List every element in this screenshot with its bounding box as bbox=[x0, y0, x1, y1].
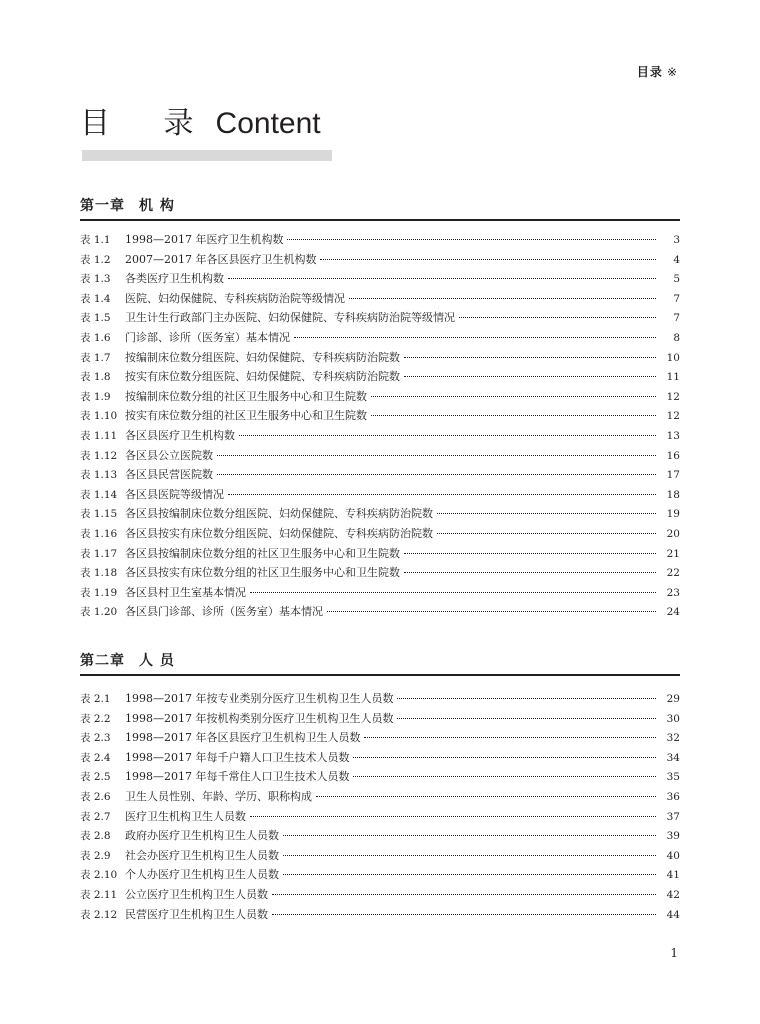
toc-entry-page: 7 bbox=[673, 292, 680, 305]
toc-entry-page: 7 bbox=[673, 312, 680, 325]
toc-leader-dots bbox=[371, 414, 656, 416]
toc-entry-page: 30 bbox=[666, 712, 680, 725]
chapter-rule bbox=[80, 674, 680, 676]
toc-entry-number: 表 1.1 bbox=[80, 234, 111, 246]
chapter-section-institutions bbox=[80, 195, 680, 622]
toc-leader-dots bbox=[404, 375, 656, 377]
toc-entry[interactable] bbox=[80, 807, 680, 827]
toc-entry-number: 表 1.2 bbox=[80, 253, 111, 266]
toc-entry-number: 表 1.14 bbox=[80, 488, 118, 501]
toc-leader-dots bbox=[283, 854, 656, 856]
toc-entry-page: 22 bbox=[666, 567, 680, 580]
toc-entry[interactable] bbox=[80, 367, 680, 387]
toc-entry-number: 表 1.13 bbox=[80, 469, 118, 482]
toc-entry-page: 19 bbox=[666, 508, 680, 521]
toc-entry-page: 3 bbox=[673, 234, 680, 246]
toc-entry-page: 10 bbox=[666, 351, 680, 364]
toc-entry-page: 40 bbox=[666, 849, 680, 862]
toc-entry-title: 1998—2017 年每千户籍人口卫生技术人员数 bbox=[125, 750, 350, 764]
chapter-section-personnel bbox=[80, 650, 680, 924]
toc-entry-number: 表 2.6 bbox=[80, 790, 111, 803]
toc-entry[interactable] bbox=[80, 250, 680, 270]
toc-entry-title: 1998—2017 年按专业类别分医疗卫生机构卫生人员数 bbox=[125, 692, 394, 705]
toc-leader-dots bbox=[239, 434, 656, 436]
toc-entry-title: 卫生计生行政部门主办医院、妇幼保健院、专科疾病防治院等级情况 bbox=[125, 311, 455, 325]
toc-entry-page: 35 bbox=[666, 771, 680, 784]
toc-entry-page: 16 bbox=[666, 449, 680, 462]
toc-entry-number: 表 1.19 bbox=[80, 586, 118, 599]
toc-entry-page: 8 bbox=[673, 331, 680, 344]
toc-entry-number: 表 1.8 bbox=[80, 371, 111, 384]
toc-entry-page: 34 bbox=[666, 751, 680, 764]
toc-entry-number: 表 2.8 bbox=[80, 830, 111, 843]
toc-entry-title: 按编制床位数分组医院、妇幼保健院、专科疾病防治院数 bbox=[125, 350, 400, 364]
toc-leader-dots bbox=[397, 697, 656, 699]
toc-leader-dots bbox=[217, 454, 656, 456]
toc-entry-number: 表 1.11 bbox=[80, 429, 118, 442]
toc-entry-title: 各区县村卫生室基本情况 bbox=[125, 585, 246, 599]
toc-entry-page: 17 bbox=[666, 469, 680, 482]
toc-leader-dots bbox=[364, 736, 656, 738]
toc-leader-dots bbox=[272, 893, 656, 895]
toc-entry-number: 表 2.10 bbox=[80, 869, 118, 882]
toc-entry-page: 23 bbox=[666, 586, 680, 599]
toc-leader-dots bbox=[437, 532, 656, 534]
toc-entry-title: 政府办医疗卫生机构卫生人员数 bbox=[125, 829, 279, 843]
toc-leader-dots bbox=[283, 873, 656, 875]
page-title bbox=[80, 104, 321, 144]
toc-entry[interactable] bbox=[80, 426, 680, 446]
toc-entry[interactable] bbox=[80, 767, 680, 787]
toc-entry[interactable] bbox=[80, 504, 680, 524]
toc-entry[interactable] bbox=[80, 563, 680, 583]
toc-leader-dots bbox=[316, 795, 656, 797]
chapter-heading bbox=[80, 195, 680, 217]
reference-mark-icon: ※ bbox=[666, 65, 678, 79]
toc-entry-title: 1998—2017 年按机构类别分医疗卫生机构卫生人员数 bbox=[125, 711, 394, 725]
toc-entry[interactable] bbox=[80, 728, 680, 748]
running-head bbox=[637, 63, 678, 80]
toc-entry-number: 表 1.15 bbox=[80, 508, 118, 521]
toc-entry-title: 医院、妇幼保健院、专科疾病防治院等级情况 bbox=[125, 291, 345, 305]
toc-entry-page: 12 bbox=[666, 410, 680, 423]
toc-entry[interactable] bbox=[80, 544, 680, 564]
page-title-en: Content bbox=[215, 107, 321, 140]
toc-entry-page: 44 bbox=[666, 908, 680, 921]
toc-leader-dots bbox=[250, 591, 656, 593]
toc-entry[interactable] bbox=[80, 465, 680, 485]
toc-entry[interactable] bbox=[80, 485, 680, 505]
toc-entry-number: 表 2.12 bbox=[80, 908, 118, 921]
chapter-name: 人 员 bbox=[139, 653, 175, 669]
toc-entry-number: 表 2.5 bbox=[80, 771, 111, 784]
toc-entry-number: 表 1.17 bbox=[80, 547, 118, 560]
toc-entry-title: 2007—2017 年各区县医疗卫生机构数 bbox=[125, 252, 317, 266]
toc-entry[interactable] bbox=[80, 826, 680, 846]
toc-entry-number: 表 2.7 bbox=[80, 810, 111, 823]
toc-entry-number: 表 1.18 bbox=[80, 567, 118, 580]
toc-entry-page: 11 bbox=[666, 371, 680, 384]
toc-entry-title: 各区县公立医院数 bbox=[125, 448, 213, 462]
toc-entry-number: 表 1.4 bbox=[80, 292, 111, 305]
toc-entry[interactable] bbox=[80, 328, 680, 348]
toc-entry[interactable] bbox=[80, 689, 680, 709]
toc-entry-number: 表 1.7 bbox=[80, 351, 111, 364]
toc-entry[interactable] bbox=[80, 885, 680, 905]
page-title-zh: 目 录 bbox=[80, 106, 216, 141]
toc-entry-number: 表 2.2 bbox=[80, 712, 111, 725]
toc-entry-number: 表 1.12 bbox=[80, 449, 118, 462]
toc-entry-number: 表 2.11 bbox=[80, 888, 118, 901]
toc-entry-page: 32 bbox=[666, 732, 680, 745]
toc-entry-number: 表 2.4 bbox=[80, 751, 111, 764]
toc-entry-title: 公立医疗卫生机构卫生人员数 bbox=[125, 887, 268, 901]
toc-entry-page: 41 bbox=[666, 869, 680, 882]
toc-entry-title: 门诊部、诊所（医务室）基本情况 bbox=[125, 330, 290, 344]
toc-list bbox=[80, 689, 680, 924]
toc-entry-number: 表 1.3 bbox=[80, 273, 111, 286]
toc-entry-number: 表 1.9 bbox=[80, 390, 111, 403]
toc-leader-dots bbox=[404, 552, 656, 554]
toc-entry[interactable] bbox=[80, 524, 680, 544]
toc-entry[interactable] bbox=[80, 709, 680, 729]
toc-entry[interactable] bbox=[80, 406, 680, 426]
toc-entry[interactable] bbox=[80, 387, 680, 407]
toc-entry[interactable] bbox=[80, 269, 680, 289]
toc-entry-title: 个人办医疗卫生机构卫生人员数 bbox=[125, 868, 279, 882]
toc-entry-page: 13 bbox=[666, 429, 680, 442]
toc-entry-number: 表 1.10 bbox=[80, 410, 118, 423]
toc-leader-dots bbox=[353, 756, 656, 758]
toc-leader-dots bbox=[287, 238, 656, 240]
toc-entry-page: 36 bbox=[666, 790, 680, 803]
toc-entry-number: 表 2.9 bbox=[80, 849, 111, 862]
toc-entry-number: 表 1.6 bbox=[80, 331, 111, 344]
toc-entry[interactable] bbox=[80, 748, 680, 768]
toc-entry-page: 37 bbox=[666, 810, 680, 823]
toc-entry-page: 5 bbox=[673, 273, 680, 286]
chapter-number: 第一章 bbox=[80, 198, 125, 214]
chapter-heading bbox=[80, 650, 680, 672]
toc-entry-number: 表 2.1 bbox=[80, 693, 111, 705]
toc-leader-dots bbox=[228, 277, 656, 279]
toc-entry-page: 29 bbox=[666, 693, 680, 705]
toc-entry-number: 表 1.20 bbox=[80, 606, 118, 619]
toc-entry-title: 按编制床位数分组的社区卫生服务中心和卫生院数 bbox=[125, 389, 367, 403]
toc-entry[interactable] bbox=[80, 308, 680, 328]
toc-leader-dots bbox=[371, 395, 656, 397]
toc-leader-dots bbox=[459, 316, 656, 318]
toc-entry-title: 各区县医疗卫生机构数 bbox=[125, 428, 235, 442]
toc-entry-title: 按实有床位数分组的社区卫生服务中心和卫生院数 bbox=[125, 409, 367, 423]
toc-list bbox=[80, 230, 680, 622]
toc-entry-title: 按实有床位数分组医院、妇幼保健院、专科疾病防治院数 bbox=[125, 370, 400, 384]
toc-leader-dots bbox=[320, 258, 656, 260]
toc-leader-dots bbox=[217, 473, 656, 475]
toc-entry[interactable] bbox=[80, 446, 680, 466]
toc-entry[interactable] bbox=[80, 787, 680, 807]
toc-entry-number: 表 1.5 bbox=[80, 312, 111, 325]
toc-entry-number: 表 1.16 bbox=[80, 527, 118, 540]
toc-entry[interactable] bbox=[80, 865, 680, 885]
toc-entry[interactable] bbox=[80, 230, 680, 250]
toc-entry-title: 各区县按编制床位数分组医院、妇幼保健院、专科疾病防治院数 bbox=[125, 507, 433, 521]
toc-leader-dots bbox=[250, 815, 656, 817]
toc-entry-page: 39 bbox=[666, 830, 680, 843]
toc-entry-page: 21 bbox=[666, 547, 680, 560]
toc-entry-title: 各区县按实有床位数分组的社区卫生服务中心和卫生院数 bbox=[125, 566, 400, 580]
toc-entry-page: 12 bbox=[666, 390, 680, 403]
toc-leader-dots bbox=[294, 336, 656, 338]
toc-entry[interactable] bbox=[80, 583, 680, 603]
chapter-number: 第二章 bbox=[80, 653, 125, 669]
toc-entry-title: 1998—2017 年各区县医疗卫生机构卫生人员数 bbox=[125, 731, 361, 745]
toc-entry-title: 各区县门诊部、诊所（医务室）基本情况 bbox=[125, 605, 323, 619]
chapter-name: 机 构 bbox=[139, 198, 175, 214]
toc-entry-page: 20 bbox=[666, 527, 680, 540]
toc-entry-page: 24 bbox=[666, 606, 680, 619]
toc-entry-page: 42 bbox=[666, 888, 680, 901]
toc-leader-dots bbox=[283, 834, 656, 836]
chapter-rule bbox=[80, 219, 680, 221]
toc-entry[interactable] bbox=[80, 602, 680, 622]
toc-entry-title: 各类医疗卫生机构数 bbox=[125, 272, 224, 286]
toc-entry-title: 各区县民营医院数 bbox=[125, 468, 213, 482]
toc-entry-title: 1998—2017 年医疗卫生机构数 bbox=[125, 233, 284, 246]
toc-entry-page: 4 bbox=[673, 253, 680, 266]
page-number: 1 bbox=[670, 946, 678, 960]
toc-entry[interactable] bbox=[80, 905, 680, 925]
title-underline-bar bbox=[82, 150, 332, 161]
toc-entry-number: 表 2.3 bbox=[80, 732, 111, 745]
toc-leader-dots bbox=[228, 493, 656, 495]
toc-entry-title: 民营医疗卫生机构卫生人员数 bbox=[125, 907, 268, 921]
toc-leader-dots bbox=[404, 356, 656, 358]
toc-entry[interactable] bbox=[80, 348, 680, 368]
toc-leader-dots bbox=[437, 512, 656, 514]
toc-entry-title: 卫生人员性别、年龄、学历、职称构成 bbox=[125, 789, 312, 803]
toc-entry-title: 各区县按编制床位数分组的社区卫生服务中心和卫生院数 bbox=[125, 546, 400, 560]
toc-leader-dots bbox=[272, 913, 656, 915]
toc-entry[interactable] bbox=[80, 846, 680, 866]
toc-leader-dots bbox=[353, 775, 656, 777]
toc-entry-title: 各区县医院等级情况 bbox=[125, 487, 224, 501]
toc-entry[interactable] bbox=[80, 289, 680, 309]
toc-leader-dots bbox=[327, 610, 656, 612]
toc-entry-title: 各区县按实有床位数分组医院、妇幼保健院、专科疾病防治院数 bbox=[125, 526, 433, 540]
toc-entry-title: 医疗卫生机构卫生人员数 bbox=[125, 809, 246, 823]
toc-leader-dots bbox=[349, 297, 656, 299]
toc-entry-page: 18 bbox=[666, 488, 680, 501]
toc-leader-dots bbox=[404, 571, 656, 573]
toc-entry-title: 社会办医疗卫生机构卫生人员数 bbox=[125, 848, 279, 862]
toc-leader-dots bbox=[397, 717, 656, 719]
running-head-title: 目录 bbox=[636, 65, 663, 79]
toc-entry-title: 1998—2017 年每千常住人口卫生技术人员数 bbox=[125, 770, 350, 784]
